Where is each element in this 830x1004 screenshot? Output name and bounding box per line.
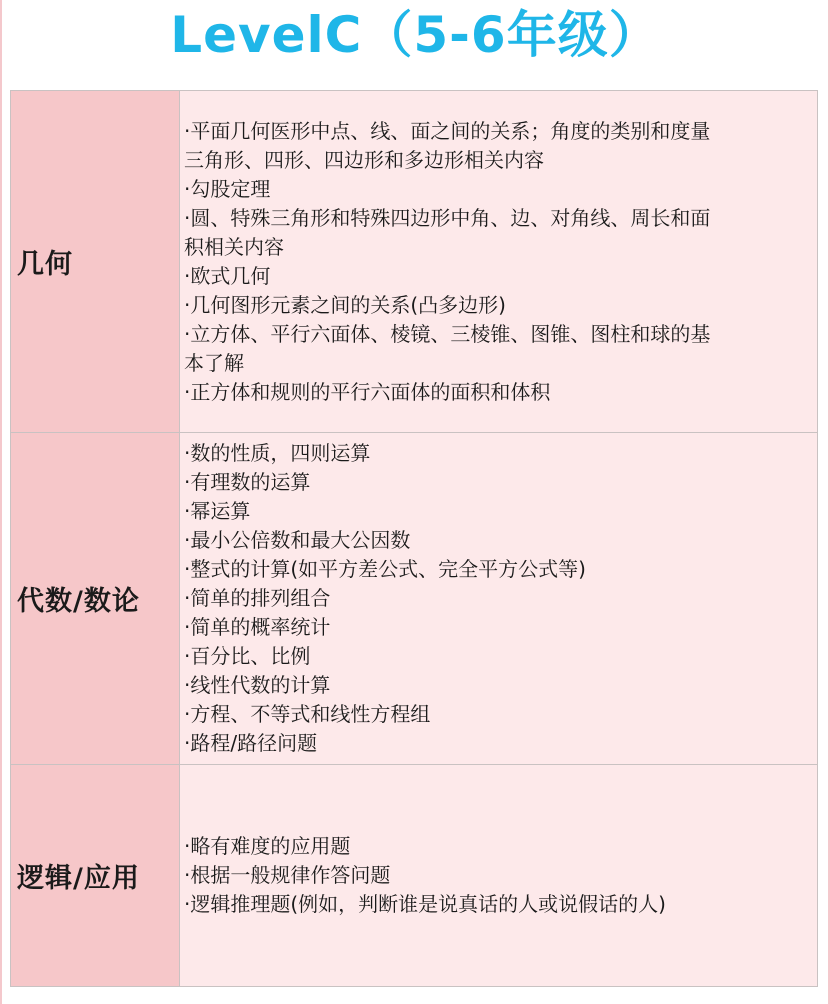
list-item: ·圆、特殊三角形和特殊四边形中角、边、对角线、周长和面 — [184, 205, 711, 230]
list-item: ·线性代数的计算 — [184, 673, 331, 697]
category-cell: 代数/数论 — [11, 433, 180, 765]
list-item: ·数的性质，四则运算 — [184, 441, 371, 465]
list-item: ·简单的概率统计 — [184, 615, 331, 639]
topics-cell — [180, 91, 818, 433]
list-item: ·平面几何医形中点、线、面之间的关系；角度的类别和度量 — [184, 118, 711, 143]
list-item: ·方程、不等式和线性方程组 — [184, 702, 431, 726]
table-row — [11, 91, 818, 433]
list-item: ·几何图形元素之间的关系(凸多边形) — [184, 292, 506, 317]
list-item: ·简单的排列组合 — [184, 586, 331, 610]
category-cell: 几何 — [11, 91, 180, 433]
list-item: ·立方体、平行六面体、棱镜、三棱锥、图锥、图柱和球的基 — [184, 321, 711, 346]
list-item: ·略有难度的应用题 — [184, 834, 351, 858]
list-item: ·逻辑推理题(例如，判断谁是说真话的人或说假话的人) — [184, 892, 666, 916]
table-row — [11, 433, 818, 765]
list-item: ·根据一般规律作答问题 — [184, 863, 391, 887]
curriculum-table — [10, 90, 818, 987]
list-item: 三角形、四形、四边形和多边形相关内容 — [184, 147, 544, 172]
list-item: ·正方体和规则的平行六面体的面积和体积 — [184, 379, 551, 404]
table-row — [11, 765, 818, 987]
category-cell: 逻辑/应用 — [11, 765, 180, 987]
list-item: ·幂运算 — [184, 499, 251, 523]
list-item: 积相关内容 — [184, 234, 284, 259]
list-item: ·整式的计算(如平方差公式、完全平方公式等) — [184, 557, 586, 581]
list-item: 本了解 — [184, 350, 244, 375]
list-item: ·最小公倍数和最大公因数 — [184, 528, 411, 552]
topics-cell — [180, 765, 818, 987]
topics-cell — [180, 433, 818, 765]
list-item: ·欧式几何 — [184, 263, 271, 288]
page-title: LevelC（5-6年级） — [170, 6, 660, 64]
list-item: ·路程/路径问题 — [184, 731, 318, 755]
list-item: ·百分比、比例 — [184, 644, 311, 668]
list-item: ·有理数的运算 — [184, 470, 311, 494]
list-item: ·勾股定理 — [184, 176, 271, 201]
